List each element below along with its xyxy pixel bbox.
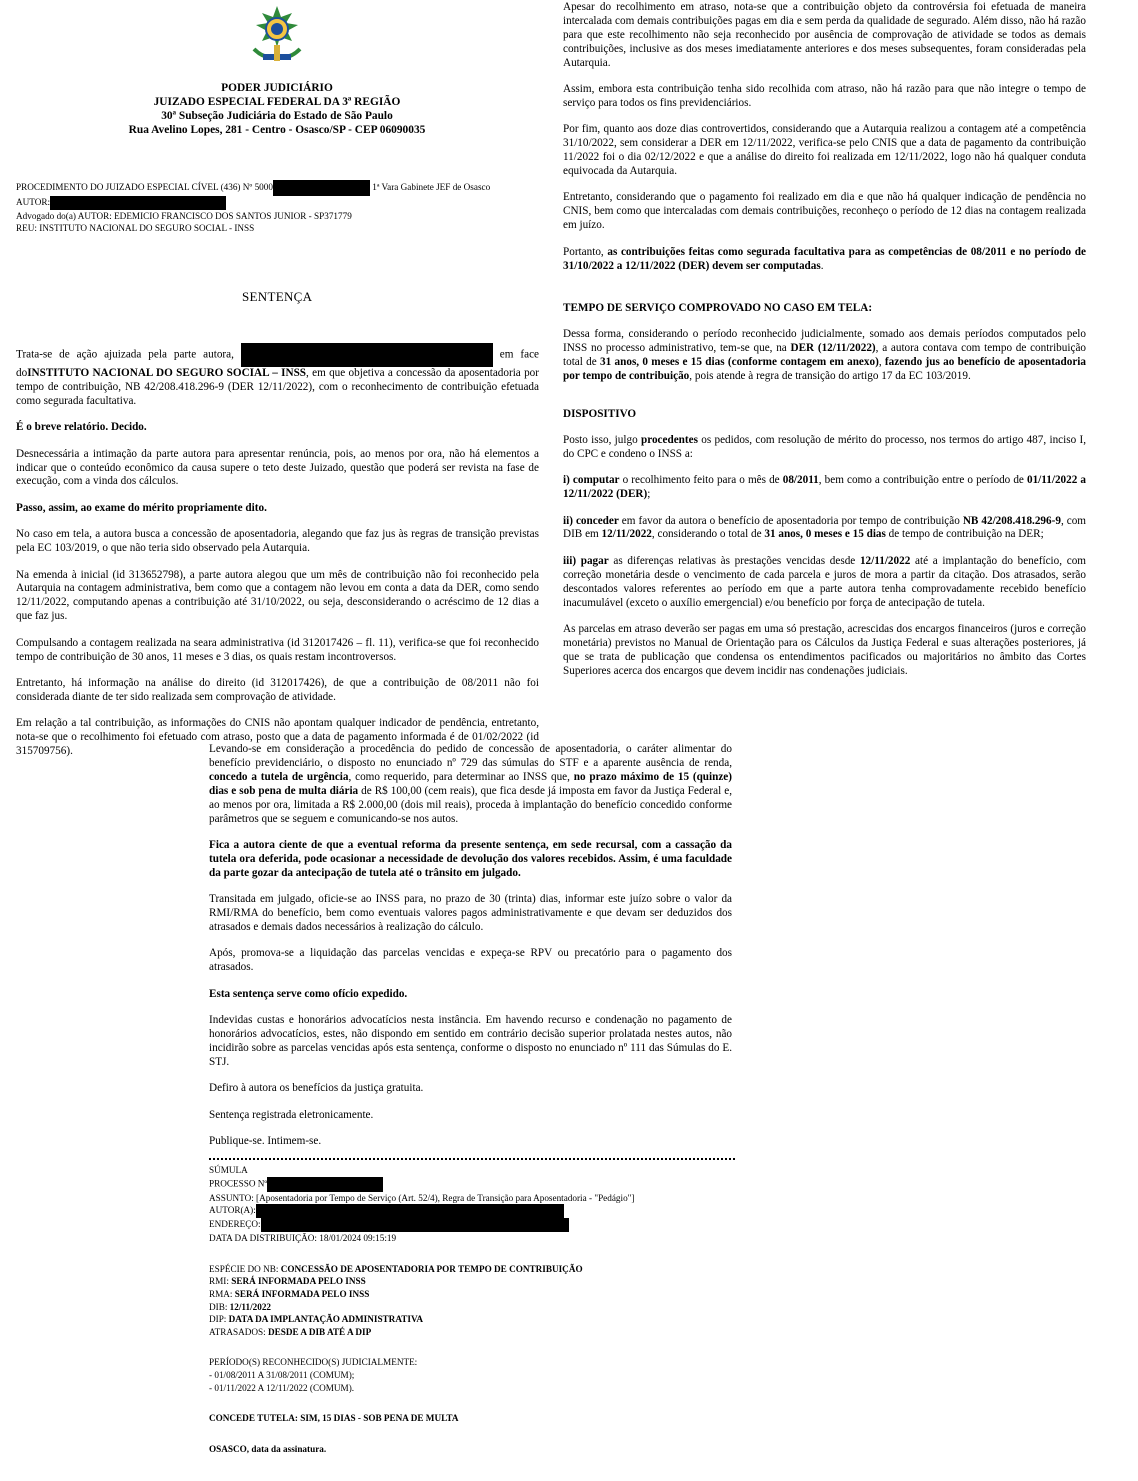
text-span: em favor da autora o benefício de aposentadoria por tempo de contribuição (618, 514, 963, 527)
text-span: , considerando o total de (651, 528, 765, 541)
sumula-arrears (209, 1326, 735, 1339)
header-line-4: Rua Avelino Lopes, 281 - Centro - Osasco/SP - CEP 06090035 (128, 124, 426, 136)
paragraph: Indevidas custas e honorários advocatícios nesta instância. Em havendo recurso e condenação no pagamento de honorários advocatícios, estes, não dispondo em sentido em contrário decisão superior prolatada nestes autos, não incidirão sobre as parcelas vencidas após esta sentença, conforme o disposto no enunciado nº 111 das Súmulas do E. STJ. (209, 1014, 732, 1068)
paragraph: Apesar do recolhimento em atraso, nota-se que a contribuição objeto da controvérsia foi efetuada de maneira intercalada com demais contribuições pagas em dia e sem perda da qualidade de segurado. Além disso, não há razão para que este recolhimento não seja reconhecido por ausência de comprovação de atividade se todos as demais contribuições, inclusive as dos meses imediatamente anteriores e dos meses subsequentes, foram consideradas pela Autarquia. (563, 1, 1086, 69)
redacted-box (50, 196, 226, 210)
bold-span: 31 anos, 0 meses e 15 dias (conforme contagem em anexo) (600, 355, 879, 368)
document-title: SENTENÇA (242, 289, 313, 304)
author-line (16, 196, 490, 210)
text-span: , bem como a contribuição entre o período de (818, 474, 1027, 487)
bold-span: 12/11/2022 (859, 554, 911, 567)
header-line-1: PODER JUDICIÁRIO (221, 82, 333, 94)
text-span: , pois atende à regra de transição do artigo 17 da EC 103/2019. (689, 369, 971, 382)
sumula-address-line (209, 1218, 735, 1232)
text-span: Levando-se em consideração a procedência do pedido de concessão de aposentadoria, o caráter alimentar do benefício previdenciário, o disposto no enunciado nº 729 das súmulas do STF e a aparente ausência de renda, (209, 743, 732, 769)
text-span: , em que objetiva a concessão da aposentadoria por tempo de contribuição, NB 42/208.418.296-9 (DER 12/11/2022), com o reconhecimento de contribuição efetuada como segurada facultativa. (16, 367, 539, 407)
bold-span: INSTITUTO NACIONAL DO SEGURO SOCIAL – INSS (27, 367, 307, 379)
value: CONCEDE TUTELA: SIM, 15 DIAS - SOB PENA DE MULTA (209, 1413, 459, 1424)
text-span: , a autora contava com tempo de contribuição total de (563, 341, 1087, 368)
paragraph (209, 743, 732, 826)
paragraph: Fica a autora ciente de que a eventual reforma da presente sentença, em sede recursal, com a cassação da tutela ora deferida, pode ocasionar a necessidade de devolução dos valores recebidos. Assim, é uma faculdade da parte gozar da antecipação de tutela até o trânsito em julgado. (209, 838, 732, 879)
value: SERÁ INFORMADA PELO INSS (234, 1288, 370, 1299)
section-heading: DISPOSITIVO (563, 407, 637, 420)
sumula-periods-title: PERÍODO(S) RECONHECIDO(S) JUDICIALMENTE: (209, 1357, 418, 1368)
paragraph: As parcelas em atraso deverão ser pagas em uma só prestação, acrescidas dos encargos financeiros (juros e correção monetária) previstos no Manual de Orientação para os Cálculos da Justiça Federal e suas alterações posteriores, já que se trata de publicação que condensa os entendimentos pacificados ou majoritários no âmbito das Cortes Superiores acerca dos encargos que devem incidir nas condenações judiciais. (563, 623, 1086, 677)
sumula-rmi (209, 1275, 735, 1288)
bold-span: NB 42/208.418.296-9 (962, 514, 1061, 527)
text-span: o recolhimento feito para o mês de (619, 474, 783, 487)
sumula-species (209, 1263, 735, 1276)
paragraph: Entretanto, há informação na análise do direito (id 312017426), de que a contribuição de 08/2011 não foi considerada diante de ter sido realizada sem comprovação de atividade. (16, 677, 539, 703)
bold-span: 01/11/2022 a 12/11/2022 (DER) (563, 474, 1087, 501)
label: ESPÉCIE DO NB: (209, 1263, 281, 1274)
list-item (563, 515, 1086, 543)
right-column (563, 1, 1086, 691)
text-span: em face do (16, 348, 540, 379)
bold-span: as contribuições feitas como segurada facultativa para as competências de 08/2011 e no período de 31/10/2022 a 12/11/2022 (DER) devem ser computadas (563, 245, 1086, 272)
dotted-separator (209, 1158, 735, 1160)
value: 12/11/2022 (229, 1301, 272, 1312)
list-item (563, 474, 1086, 502)
redacted-box (261, 1218, 569, 1232)
address-label: ENDEREÇO: (209, 1219, 261, 1230)
value: OSASCO, data da assinatura. (209, 1443, 327, 1454)
brazil-coat-of-arms-emblem (246, 5, 308, 67)
redacted-box (256, 1204, 564, 1218)
label: RMA: (209, 1288, 235, 1299)
sumula-dib (209, 1301, 735, 1314)
sumula-dip (209, 1313, 735, 1326)
paragraph: Por fim, quanto aos doze dias controvertidos, considerando que a Autarquia realizou a contagem até a competência 31/10/2022, sem considerar a DER em 12/11/2022, verifica-se pelo CNIS que a data de pagamento da contribuição 11/2022 foi o dia 02/12/2022 e que a análise do direito foi realizada em 12/11/2022, logo não há qualquer conduta equivocada da Autarquia. (563, 123, 1086, 178)
text-span: de tempo de contribuição na DER; (885, 528, 1044, 541)
text-span: Portanto, (563, 245, 608, 258)
process-number-line (16, 180, 490, 196)
paragraph (563, 328, 1086, 384)
paragraph: É o breve relatório. Decido. (16, 421, 147, 434)
paragraph: Entretanto, considerando que o pagamento foi realizado em dia e que não há qualquer indicação de pendência no CNIS, bem como que intercaladas com demais contribuições, reconheço o período de 12 dias na contagem realizada em juízo. (563, 191, 1086, 232)
redacted-box (241, 343, 493, 367)
process-label: PROCESSO Nº (209, 1178, 268, 1189)
label: RMI: (209, 1276, 232, 1287)
paragraph: Publique-se. Intimem-se. (209, 1135, 322, 1148)
value: DESDE A DIB ATÉ A DIP (267, 1326, 372, 1337)
redacted-box (267, 1177, 383, 1192)
bold-span: no prazo máximo de 15 (quinze) dias e sob pena de multa diária (209, 770, 732, 797)
text-span: de R$ 100,00 (cem reais), que fica desde já imposta em favor da Justiça Federal e, ao menos por ora, limitada a R$ 2.000,00 (dois mil reais), proceda à implantação do benefício concedido conforme parâmetros que se seguem e comunicando-se nos autos. (209, 784, 732, 825)
text-span: ; (647, 488, 651, 501)
text-span: as diferenças relativas às prestações vencidas desde (608, 554, 860, 567)
paragraph: Esta sentença serve como ofício expedido. (209, 987, 408, 1000)
section-heading: TEMPO DE SERVIÇO COMPROVADO NO CASO EM TELA: (563, 301, 873, 314)
sumula-block (209, 1158, 735, 1455)
label: DIB: (209, 1301, 230, 1312)
paragraph (16, 343, 539, 409)
court-header (70, 81, 484, 137)
value: CONCESSÃO DE APOSENTADORIA POR TEMPO DE CONTRIBUIÇÃO (280, 1263, 583, 1274)
text-span: até a implantação do benefício, com correção monetária desde o vencimento de cada parcela e juros de mora a partir da citação. Dos atrasados, serão descontados valores referentes ao período em que a parte autora tenha comprovadamente recebido benefício inacumulável (exceto o auxílio emergencial) e/ou benefício por força de antecipação de tutela. (563, 554, 1086, 609)
header-line-3: 30ª Subseção Judiciária do Estado de São Paulo (161, 110, 393, 122)
paragraph: Após, promova-se a liquidação das parcelas vencidas e expeça-se RPV ou precatório para o pagamento dos atrasados. (209, 947, 732, 974)
sumula-rma (209, 1288, 735, 1301)
bold-span: 31 anos, 0 meses e 15 dias (764, 528, 886, 541)
value: SERÁ INFORMADA PELO INSS (231, 1276, 366, 1287)
process-number-prefix: PROCEDIMENTO DO JUIZADO ESPECIAL CÍVEL (436) Nº 5000 (16, 182, 273, 193)
sumula-distribution-date: DATA DA DISTRIBUIÇÃO: 18/01/2024 09:15:19 (209, 1233, 397, 1244)
defendant-line: REU: INSTITUTO NACIONAL DO SEGURO SOCIAL - INSS (16, 223, 255, 234)
court-section: 1ª Vara Gabinete JEF de Osasco (372, 182, 491, 193)
bold-span: procedentes (640, 433, 698, 446)
text-span: os pedidos, com resolução de mérito do processo, nos termos do artigo 487, inciso I, do CPC e condeno o INSS a: (563, 433, 1087, 460)
sumula-tutela (209, 1412, 735, 1425)
left-column (16, 343, 539, 772)
paragraph: Assim, embora esta contribuição tenha sido recolhida com atraso, não há razão para que não integre o tempo de serviço para todos os fins previdenciários. (563, 83, 1086, 109)
sumula-place-date (209, 1443, 735, 1456)
bold-span: 08/2011 (782, 474, 819, 487)
text-span: Posto isso, julgo (563, 433, 641, 446)
bold-span: 12/11/2022 (601, 528, 652, 541)
sumula-period: - 01/11/2022 A 12/11/2022 (COMUM). (209, 1382, 355, 1393)
paragraph: Defiro à autora os benefícios da justiça gratuita. (209, 1082, 424, 1095)
paragraph (563, 434, 1086, 462)
bold-span: i) computar (563, 474, 620, 487)
paragraph: No caso em tela, a autora busca a concessão de aposentadoria, alegando que faz jus às regras de transição previstas pela EC 103/2019, o que não teria sido observado pela Autarquia. (16, 528, 539, 555)
text-span: , como requerido, para determinar ao INSS que, (348, 770, 574, 783)
paragraph: Transitada em julgado, oficie-se ao INSS para, no prazo de 30 (trinta) dias, informar este juízo sobre o valor da RMI/RMA do benefício, bem como eventuais valores pagos administrativamente e que devam ser deduzidos dos atrasados e demais dados necessários à realização do cálculo. (209, 893, 732, 933)
bold-span: DER (12/11/2022) (790, 341, 876, 354)
paragraph: Na emenda à inicial (id 313652798), a parte autora alegou que um mês de contribuição não foi reconhecido pela Autarquia na contagem administrativa, bem como que a contagem não levou em conta a data da DER, como sendo 12/11/2022, computando apenas a contribuição até 31/10/2022, ou seja, desconsiderando o acréscimo de 12 dias a que faz jus. (16, 568, 539, 623)
bottom-column (209, 743, 732, 1161)
paragraph (563, 246, 1086, 274)
bold-span: concedo a tutela de urgência (209, 770, 349, 783)
sumula-author-line (209, 1204, 735, 1218)
text-span: Dessa forma, considerando o período reconhecido judicialmente, somado aos demais períodos computados pelo INSS no processo administrativo, tem-se que, na (563, 327, 1086, 354)
author-label: AUTOR: (16, 197, 51, 208)
sumula-title: SÚMULA (209, 1165, 248, 1175)
value: DATA DA IMPLANTAÇÃO ADMINISTRATIVA (228, 1314, 424, 1325)
text-span: , com DIB em (563, 514, 1086, 541)
label: ATRASADOS: (209, 1326, 268, 1337)
header-line-2: JUIZADO ESPECIAL FEDERAL DA 3ª REGIÃO (153, 96, 401, 108)
lawyer-line: Advogado do(a) AUTOR: EDEMICIO FRANCISCO DOS SANTOS JUNIOR - SP371779 (16, 211, 352, 221)
text-span: . (820, 259, 824, 272)
paragraph: Passo, assim, ao exame do mérito propriamente dito. (16, 501, 267, 514)
sumula-period: - 01/08/2011 A 31/08/2011 (COMUM); (209, 1369, 355, 1380)
paragraph: Em relação a tal contribuição, as informações do CNIS não apontam qualquer indicador de pendência, entretanto, nota-se que o recolhimento foi efetuado com atraso, posto que a data de pagamento informada é de 01/02/2022 (id 315709756). (16, 717, 539, 758)
text-span: , (878, 355, 885, 368)
paragraph: Desnecessária a intimação da parte autora para apresentar renúncia, pois, ao menos por ora, não há elementos a indicar que o conteúdo econômico da causa supere o teto deste Juizado, questão que poderá ser revista na fase de execução, com a vinda dos cálculos. (16, 447, 539, 488)
paragraph: Compulsando a contagem realizada na seara administrativa (id 312017426 – fl. 11), verifica-se que foi reconhecido tempo de contribuição de 30 anos, 11 meses e 3 dias, os quais restam incontroversos. (16, 636, 539, 663)
bold-span: iii) pagar (563, 554, 609, 567)
label: DIP: (209, 1314, 229, 1325)
paragraph: Sentença registrada eletronicamente. (209, 1108, 374, 1121)
text-span: Trata-se de ação ajuizada pela parte autora, (16, 348, 234, 361)
bold-span: fazendo jus ao benefício de aposentadoria por tempo de contribuição (563, 355, 1087, 382)
author-label: AUTOR(A): (209, 1205, 256, 1216)
bold-span: ii) conceder (563, 514, 619, 527)
sumula-process-line (209, 1177, 735, 1192)
list-item (563, 555, 1086, 611)
process-metadata (16, 180, 490, 234)
sumula-subject: ASSUNTO: [Aposentadoria por Tempo de Serviço (Art. 52/4), Regra de Transição para Aposentadoria - "Pedágio"] (209, 1192, 635, 1203)
redacted-box (273, 180, 370, 196)
